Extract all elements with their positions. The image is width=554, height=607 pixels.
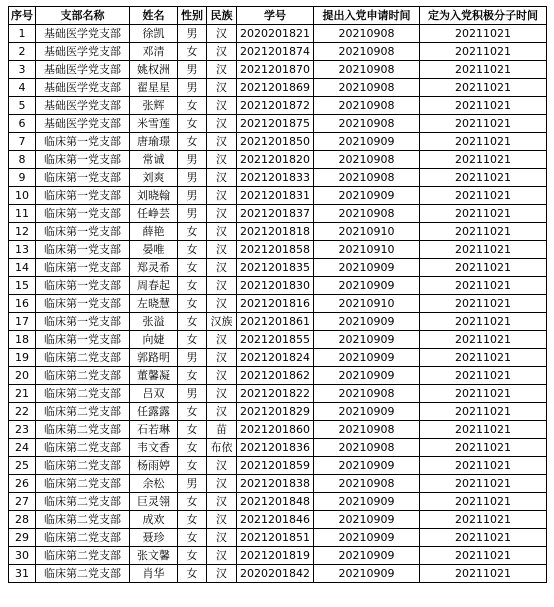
table-row bbox=[9, 511, 547, 529]
cell-index: 18 bbox=[9, 331, 36, 349]
cell-branch: 临床第二党支部 bbox=[36, 385, 130, 403]
cell-student-id: 2021201859 bbox=[237, 457, 314, 475]
cell-student-id: 2020201842 bbox=[237, 565, 314, 583]
cell-gender: 男 bbox=[178, 349, 207, 367]
cell-index: 31 bbox=[9, 565, 36, 583]
cell-ethnicity: 汉 bbox=[207, 529, 237, 547]
cell-branch: 临床第一党支部 bbox=[36, 223, 130, 241]
cell-application-date: 20210910 bbox=[314, 295, 420, 313]
cell-name: 左晓慧 bbox=[130, 295, 178, 313]
roster-sheet bbox=[8, 6, 546, 583]
cell-student-id: 2021201850 bbox=[237, 133, 314, 151]
cell-student-id: 2021201872 bbox=[237, 97, 314, 115]
cell-application-date: 20210909 bbox=[314, 277, 420, 295]
cell-branch: 临床第二党支部 bbox=[36, 349, 130, 367]
col-ethnicity-header: 民族 bbox=[207, 7, 237, 25]
cell-application-date: 20210909 bbox=[314, 331, 420, 349]
cell-ethnicity: 汉 bbox=[207, 403, 237, 421]
cell-activist-date: 20211021 bbox=[420, 385, 547, 403]
cell-name: 周春起 bbox=[130, 277, 178, 295]
cell-student-id: 2021201829 bbox=[237, 403, 314, 421]
cell-ethnicity: 汉 bbox=[207, 331, 237, 349]
cell-gender: 女 bbox=[178, 241, 207, 259]
cell-student-id: 2021201855 bbox=[237, 331, 314, 349]
col-application-date-header: 提出入党申请时间 bbox=[314, 7, 420, 25]
cell-activist-date: 20211021 bbox=[420, 493, 547, 511]
table-row bbox=[9, 385, 547, 403]
table-row bbox=[9, 547, 547, 565]
cell-index: 11 bbox=[9, 205, 36, 223]
cell-index: 17 bbox=[9, 313, 36, 331]
cell-activist-date: 20211021 bbox=[420, 295, 547, 313]
cell-name: 刘爽 bbox=[130, 169, 178, 187]
cell-student-id: 2021201846 bbox=[237, 511, 314, 529]
cell-name: 刘晓翰 bbox=[130, 187, 178, 205]
cell-application-date: 20210909 bbox=[314, 403, 420, 421]
table-row bbox=[9, 403, 547, 421]
cell-gender: 女 bbox=[178, 529, 207, 547]
cell-application-date: 20210909 bbox=[314, 133, 420, 151]
cell-application-date: 20210908 bbox=[314, 475, 420, 493]
cell-student-id: 2021201830 bbox=[237, 277, 314, 295]
table-row bbox=[9, 439, 547, 457]
cell-name: 常诚 bbox=[130, 151, 178, 169]
cell-name: 吕双 bbox=[130, 385, 178, 403]
cell-name: 郭路明 bbox=[130, 349, 178, 367]
cell-activist-date: 20211021 bbox=[420, 169, 547, 187]
cell-gender: 男 bbox=[178, 25, 207, 43]
col-index-header: 序号 bbox=[9, 7, 36, 25]
cell-application-date: 20210908 bbox=[314, 79, 420, 97]
cell-gender: 女 bbox=[178, 295, 207, 313]
cell-branch: 临床第二党支部 bbox=[36, 565, 130, 583]
cell-ethnicity: 汉族 bbox=[207, 313, 237, 331]
cell-application-date: 20210908 bbox=[314, 25, 420, 43]
cell-activist-date: 20211021 bbox=[420, 61, 547, 79]
cell-student-id: 2021201837 bbox=[237, 205, 314, 223]
cell-gender: 女 bbox=[178, 439, 207, 457]
cell-student-id: 2021201833 bbox=[237, 169, 314, 187]
cell-gender: 女 bbox=[178, 511, 207, 529]
cell-student-id: 2021201831 bbox=[237, 187, 314, 205]
cell-branch: 临床第二党支部 bbox=[36, 439, 130, 457]
table-row bbox=[9, 295, 547, 313]
cell-ethnicity: 汉 bbox=[207, 187, 237, 205]
cell-application-date: 20210909 bbox=[314, 349, 420, 367]
cell-ethnicity: 汉 bbox=[207, 385, 237, 403]
cell-ethnicity: 汉 bbox=[207, 547, 237, 565]
cell-gender: 男 bbox=[178, 205, 207, 223]
cell-application-date: 20210908 bbox=[314, 421, 420, 439]
cell-gender: 女 bbox=[178, 259, 207, 277]
cell-branch: 临床第一党支部 bbox=[36, 313, 130, 331]
cell-branch: 临床第二党支部 bbox=[36, 493, 130, 511]
cell-ethnicity: 汉 bbox=[207, 97, 237, 115]
cell-name: 邓清 bbox=[130, 43, 178, 61]
table-header bbox=[9, 7, 547, 25]
cell-ethnicity: 汉 bbox=[207, 115, 237, 133]
cell-name: 成欢 bbox=[130, 511, 178, 529]
cell-name: 张辉 bbox=[130, 97, 178, 115]
cell-index: 4 bbox=[9, 79, 36, 97]
table-row bbox=[9, 529, 547, 547]
cell-ethnicity: 汉 bbox=[207, 205, 237, 223]
col-activist-date-header: 定为入党积极分子时间 bbox=[420, 7, 547, 25]
cell-branch: 临床第一党支部 bbox=[36, 151, 130, 169]
cell-activist-date: 20211021 bbox=[420, 79, 547, 97]
cell-name: 张文馨 bbox=[130, 547, 178, 565]
cell-activist-date: 20211021 bbox=[420, 25, 547, 43]
col-branch-header: 支部名称 bbox=[36, 7, 130, 25]
cell-activist-date: 20211021 bbox=[420, 241, 547, 259]
cell-index: 21 bbox=[9, 385, 36, 403]
cell-student-id: 2021201818 bbox=[237, 223, 314, 241]
col-name-header: 姓名 bbox=[130, 7, 178, 25]
cell-activist-date: 20211021 bbox=[420, 403, 547, 421]
cell-application-date: 20210908 bbox=[314, 169, 420, 187]
cell-branch: 临床第二党支部 bbox=[36, 421, 130, 439]
cell-activist-date: 20211021 bbox=[420, 457, 547, 475]
cell-name: 郑灵希 bbox=[130, 259, 178, 277]
cell-branch: 基础医学党支部 bbox=[36, 25, 130, 43]
cell-name: 薛艳 bbox=[130, 223, 178, 241]
cell-application-date: 20210908 bbox=[314, 385, 420, 403]
table-row bbox=[9, 115, 547, 133]
cell-branch: 临床第一党支部 bbox=[36, 277, 130, 295]
cell-index: 15 bbox=[9, 277, 36, 295]
cell-branch: 临床第二党支部 bbox=[36, 547, 130, 565]
cell-student-id: 2021201848 bbox=[237, 493, 314, 511]
cell-activist-date: 20211021 bbox=[420, 529, 547, 547]
cell-name: 石若琳 bbox=[130, 421, 178, 439]
cell-gender: 男 bbox=[178, 475, 207, 493]
cell-activist-date: 20211021 bbox=[420, 43, 547, 61]
cell-application-date: 20210908 bbox=[314, 205, 420, 223]
cell-activist-date: 20211021 bbox=[420, 331, 547, 349]
cell-branch: 临床第一党支部 bbox=[36, 169, 130, 187]
cell-student-id: 2021201822 bbox=[237, 385, 314, 403]
cell-application-date: 20210910 bbox=[314, 223, 420, 241]
cell-gender: 女 bbox=[178, 403, 207, 421]
cell-branch: 基础医学党支部 bbox=[36, 97, 130, 115]
cell-index: 6 bbox=[9, 115, 36, 133]
table-row bbox=[9, 169, 547, 187]
cell-gender: 男 bbox=[178, 187, 207, 205]
cell-index: 28 bbox=[9, 511, 36, 529]
table-row bbox=[9, 313, 547, 331]
cell-branch: 临床第一党支部 bbox=[36, 295, 130, 313]
col-gender-header: 性别 bbox=[178, 7, 207, 25]
cell-branch: 基础医学党支部 bbox=[36, 79, 130, 97]
cell-gender: 女 bbox=[178, 43, 207, 61]
cell-student-id: 2021201869 bbox=[237, 79, 314, 97]
cell-branch: 基础医学党支部 bbox=[36, 115, 130, 133]
cell-name: 聂珍 bbox=[130, 529, 178, 547]
cell-student-id: 2021201862 bbox=[237, 367, 314, 385]
cell-activist-date: 20211021 bbox=[420, 151, 547, 169]
table-row bbox=[9, 223, 547, 241]
cell-index: 30 bbox=[9, 547, 36, 565]
cell-gender: 女 bbox=[178, 457, 207, 475]
cell-ethnicity: 汉 bbox=[207, 457, 237, 475]
cell-name: 肖华 bbox=[130, 565, 178, 583]
cell-application-date: 20210909 bbox=[314, 565, 420, 583]
cell-index: 10 bbox=[9, 187, 36, 205]
cell-branch: 基础医学党支部 bbox=[36, 61, 130, 79]
cell-ethnicity: 汉 bbox=[207, 277, 237, 295]
cell-name: 韦文香 bbox=[130, 439, 178, 457]
cell-index: 5 bbox=[9, 97, 36, 115]
table-row bbox=[9, 187, 547, 205]
cell-student-id: 2021201835 bbox=[237, 259, 314, 277]
cell-application-date: 20210909 bbox=[314, 187, 420, 205]
cell-branch: 临床第二党支部 bbox=[36, 367, 130, 385]
cell-index: 23 bbox=[9, 421, 36, 439]
cell-gender: 女 bbox=[178, 331, 207, 349]
table-row bbox=[9, 205, 547, 223]
table-body bbox=[9, 25, 547, 583]
table-row bbox=[9, 565, 547, 583]
cell-activist-date: 20211021 bbox=[420, 187, 547, 205]
cell-application-date: 20210909 bbox=[314, 511, 420, 529]
cell-index: 1 bbox=[9, 25, 36, 43]
cell-activist-date: 20211021 bbox=[420, 565, 547, 583]
cell-index: 22 bbox=[9, 403, 36, 421]
cell-activist-date: 20211021 bbox=[420, 259, 547, 277]
cell-ethnicity: 布依 bbox=[207, 439, 237, 457]
cell-gender: 男 bbox=[178, 151, 207, 169]
cell-ethnicity: 汉 bbox=[207, 169, 237, 187]
cell-application-date: 20210909 bbox=[314, 259, 420, 277]
cell-ethnicity: 汉 bbox=[207, 367, 237, 385]
cell-ethnicity: 汉 bbox=[207, 223, 237, 241]
cell-branch: 基础医学党支部 bbox=[36, 43, 130, 61]
cell-name: 晏唯 bbox=[130, 241, 178, 259]
cell-gender: 女 bbox=[178, 223, 207, 241]
table-row bbox=[9, 79, 547, 97]
cell-application-date: 20210909 bbox=[314, 457, 420, 475]
col-student-id-header: 学号 bbox=[237, 7, 314, 25]
cell-index: 29 bbox=[9, 529, 36, 547]
cell-activist-date: 20211021 bbox=[420, 475, 547, 493]
cell-student-id: 2021201861 bbox=[237, 313, 314, 331]
table-row bbox=[9, 259, 547, 277]
cell-activist-date: 20211021 bbox=[420, 439, 547, 457]
cell-name: 张溢 bbox=[130, 313, 178, 331]
table-row bbox=[9, 367, 547, 385]
cell-student-id: 2020201821 bbox=[237, 25, 314, 43]
cell-ethnicity: 汉 bbox=[207, 493, 237, 511]
cell-gender: 女 bbox=[178, 367, 207, 385]
cell-application-date: 20210908 bbox=[314, 115, 420, 133]
cell-application-date: 20210909 bbox=[314, 529, 420, 547]
cell-student-id: 2021201838 bbox=[237, 475, 314, 493]
cell-application-date: 20210908 bbox=[314, 439, 420, 457]
table-row bbox=[9, 97, 547, 115]
cell-gender: 男 bbox=[178, 61, 207, 79]
cell-activist-date: 20211021 bbox=[420, 511, 547, 529]
cell-gender: 女 bbox=[178, 97, 207, 115]
cell-activist-date: 20211021 bbox=[420, 349, 547, 367]
cell-gender: 女 bbox=[178, 565, 207, 583]
cell-name: 杨雨婷 bbox=[130, 457, 178, 475]
cell-activist-date: 20211021 bbox=[420, 115, 547, 133]
cell-index: 24 bbox=[9, 439, 36, 457]
cell-branch: 临床第二党支部 bbox=[36, 511, 130, 529]
cell-activist-date: 20211021 bbox=[420, 205, 547, 223]
cell-name: 向婕 bbox=[130, 331, 178, 349]
cell-gender: 女 bbox=[178, 313, 207, 331]
cell-application-date: 20210908 bbox=[314, 61, 420, 79]
cell-activist-date: 20211021 bbox=[420, 223, 547, 241]
cell-index: 12 bbox=[9, 223, 36, 241]
cell-name: 姚权洲 bbox=[130, 61, 178, 79]
cell-application-date: 20210909 bbox=[314, 367, 420, 385]
table-row bbox=[9, 277, 547, 295]
cell-index: 2 bbox=[9, 43, 36, 61]
cell-ethnicity: 苗 bbox=[207, 421, 237, 439]
cell-student-id: 2021201874 bbox=[237, 43, 314, 61]
cell-gender: 女 bbox=[178, 277, 207, 295]
header-row bbox=[9, 7, 547, 25]
roster-table bbox=[8, 6, 547, 583]
table-row bbox=[9, 43, 547, 61]
cell-application-date: 20210908 bbox=[314, 151, 420, 169]
cell-branch: 临床第二党支部 bbox=[36, 529, 130, 547]
table-row bbox=[9, 475, 547, 493]
cell-ethnicity: 汉 bbox=[207, 133, 237, 151]
cell-ethnicity: 汉 bbox=[207, 259, 237, 277]
cell-application-date: 20210910 bbox=[314, 241, 420, 259]
cell-name: 任露露 bbox=[130, 403, 178, 421]
cell-student-id: 2021201860 bbox=[237, 421, 314, 439]
cell-name: 余松 bbox=[130, 475, 178, 493]
table-row bbox=[9, 349, 547, 367]
cell-application-date: 20210909 bbox=[314, 493, 420, 511]
cell-branch: 临床第二党支部 bbox=[36, 403, 130, 421]
cell-activist-date: 20211021 bbox=[420, 133, 547, 151]
cell-ethnicity: 汉 bbox=[207, 241, 237, 259]
cell-activist-date: 20211021 bbox=[420, 313, 547, 331]
cell-student-id: 2021201820 bbox=[237, 151, 314, 169]
table-row bbox=[9, 241, 547, 259]
cell-name: 巨灵翎 bbox=[130, 493, 178, 511]
cell-index: 14 bbox=[9, 259, 36, 277]
cell-branch: 临床第一党支部 bbox=[36, 205, 130, 223]
cell-index: 20 bbox=[9, 367, 36, 385]
table-row bbox=[9, 457, 547, 475]
cell-branch: 临床第二党支部 bbox=[36, 457, 130, 475]
cell-activist-date: 20211021 bbox=[420, 367, 547, 385]
cell-activist-date: 20211021 bbox=[420, 97, 547, 115]
cell-student-id: 2021201836 bbox=[237, 439, 314, 457]
cell-gender: 女 bbox=[178, 493, 207, 511]
cell-ethnicity: 汉 bbox=[207, 25, 237, 43]
cell-ethnicity: 汉 bbox=[207, 43, 237, 61]
cell-activist-date: 20211021 bbox=[420, 547, 547, 565]
cell-ethnicity: 汉 bbox=[207, 61, 237, 79]
cell-index: 13 bbox=[9, 241, 36, 259]
cell-name: 翟星星 bbox=[130, 79, 178, 97]
cell-ethnicity: 汉 bbox=[207, 151, 237, 169]
cell-student-id: 2021201870 bbox=[237, 61, 314, 79]
cell-student-id: 2021201875 bbox=[237, 115, 314, 133]
cell-activist-date: 20211021 bbox=[420, 421, 547, 439]
cell-branch: 临床第二党支部 bbox=[36, 475, 130, 493]
cell-gender: 男 bbox=[178, 79, 207, 97]
cell-ethnicity: 汉 bbox=[207, 295, 237, 313]
cell-index: 3 bbox=[9, 61, 36, 79]
cell-branch: 临床第一党支部 bbox=[36, 259, 130, 277]
cell-activist-date: 20211021 bbox=[420, 277, 547, 295]
cell-gender: 男 bbox=[178, 169, 207, 187]
table-row bbox=[9, 493, 547, 511]
cell-ethnicity: 汉 bbox=[207, 79, 237, 97]
table-row bbox=[9, 421, 547, 439]
cell-branch: 临床第一党支部 bbox=[36, 187, 130, 205]
cell-branch: 临床第一党支部 bbox=[36, 133, 130, 151]
cell-index: 8 bbox=[9, 151, 36, 169]
cell-application-date: 20210908 bbox=[314, 43, 420, 61]
cell-index: 7 bbox=[9, 133, 36, 151]
table-row bbox=[9, 151, 547, 169]
cell-student-id: 2021201824 bbox=[237, 349, 314, 367]
cell-application-date: 20210908 bbox=[314, 97, 420, 115]
cell-student-id: 2021201851 bbox=[237, 529, 314, 547]
cell-student-id: 2021201819 bbox=[237, 547, 314, 565]
table-row bbox=[9, 61, 547, 79]
cell-index: 26 bbox=[9, 475, 36, 493]
cell-ethnicity: 汉 bbox=[207, 511, 237, 529]
cell-index: 27 bbox=[9, 493, 36, 511]
cell-name: 徐凯 bbox=[130, 25, 178, 43]
cell-name: 米雪莲 bbox=[130, 115, 178, 133]
table-row bbox=[9, 331, 547, 349]
cell-index: 9 bbox=[9, 169, 36, 187]
cell-application-date: 20210909 bbox=[314, 547, 420, 565]
cell-application-date: 20210909 bbox=[314, 313, 420, 331]
cell-gender: 女 bbox=[178, 133, 207, 151]
table-row bbox=[9, 25, 547, 43]
cell-gender: 女 bbox=[178, 547, 207, 565]
cell-branch: 临床第一党支部 bbox=[36, 331, 130, 349]
cell-gender: 女 bbox=[178, 115, 207, 133]
cell-branch: 临床第一党支部 bbox=[36, 241, 130, 259]
cell-index: 25 bbox=[9, 457, 36, 475]
cell-name: 任峥芸 bbox=[130, 205, 178, 223]
cell-index: 19 bbox=[9, 349, 36, 367]
cell-ethnicity: 汉 bbox=[207, 475, 237, 493]
cell-name: 唐瑜璟 bbox=[130, 133, 178, 151]
table-row bbox=[9, 133, 547, 151]
cell-student-id: 2021201858 bbox=[237, 241, 314, 259]
cell-name: 董馨凝 bbox=[130, 367, 178, 385]
cell-student-id: 2021201816 bbox=[237, 295, 314, 313]
cell-gender: 女 bbox=[178, 421, 207, 439]
cell-index: 16 bbox=[9, 295, 36, 313]
cell-ethnicity: 汉 bbox=[207, 565, 237, 583]
cell-ethnicity: 汉 bbox=[207, 349, 237, 367]
cell-gender: 男 bbox=[178, 385, 207, 403]
